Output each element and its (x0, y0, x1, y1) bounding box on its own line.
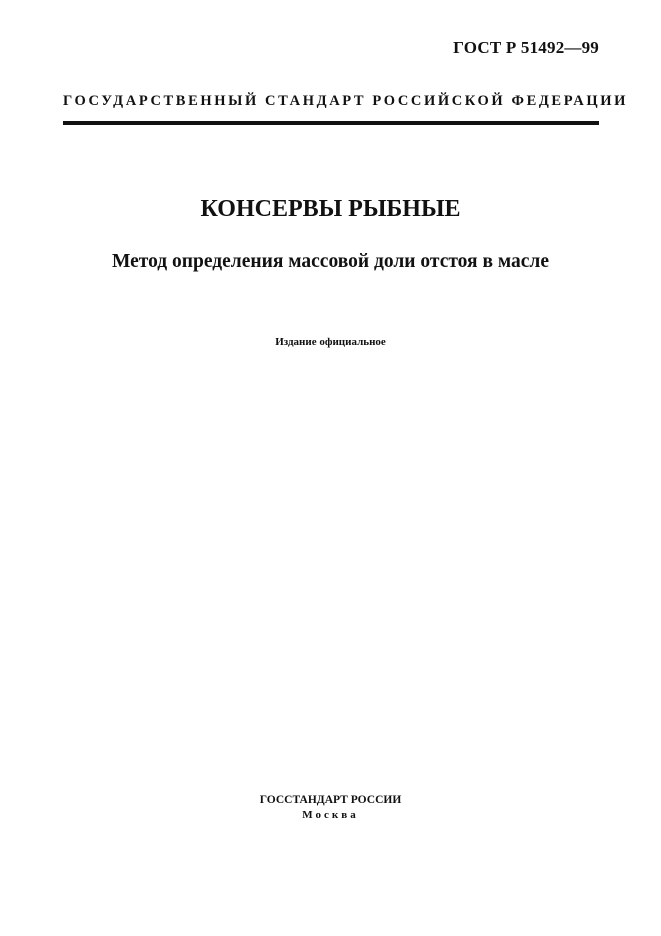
publisher-name: ГОССТАНДАРТ РОССИИ (259, 794, 402, 806)
edition-note: Издание официальное (275, 336, 386, 348)
document-title: КОНСЕРВЫ РЫБНЫЕ (200, 196, 461, 222)
publication-city: Москва (302, 809, 359, 821)
header-divider (63, 121, 599, 125)
document-subtitle: Метод определения массовой доли отстоя в масле (111, 251, 550, 272)
state-standard-header: ГОСУДАРСТВЕННЫЙ СТАНДАРТ РОССИЙСКОЙ ФЕДЕРАЦИИ (63, 93, 629, 109)
standard-code: ГОСТ Р 51492—99 (453, 38, 599, 57)
